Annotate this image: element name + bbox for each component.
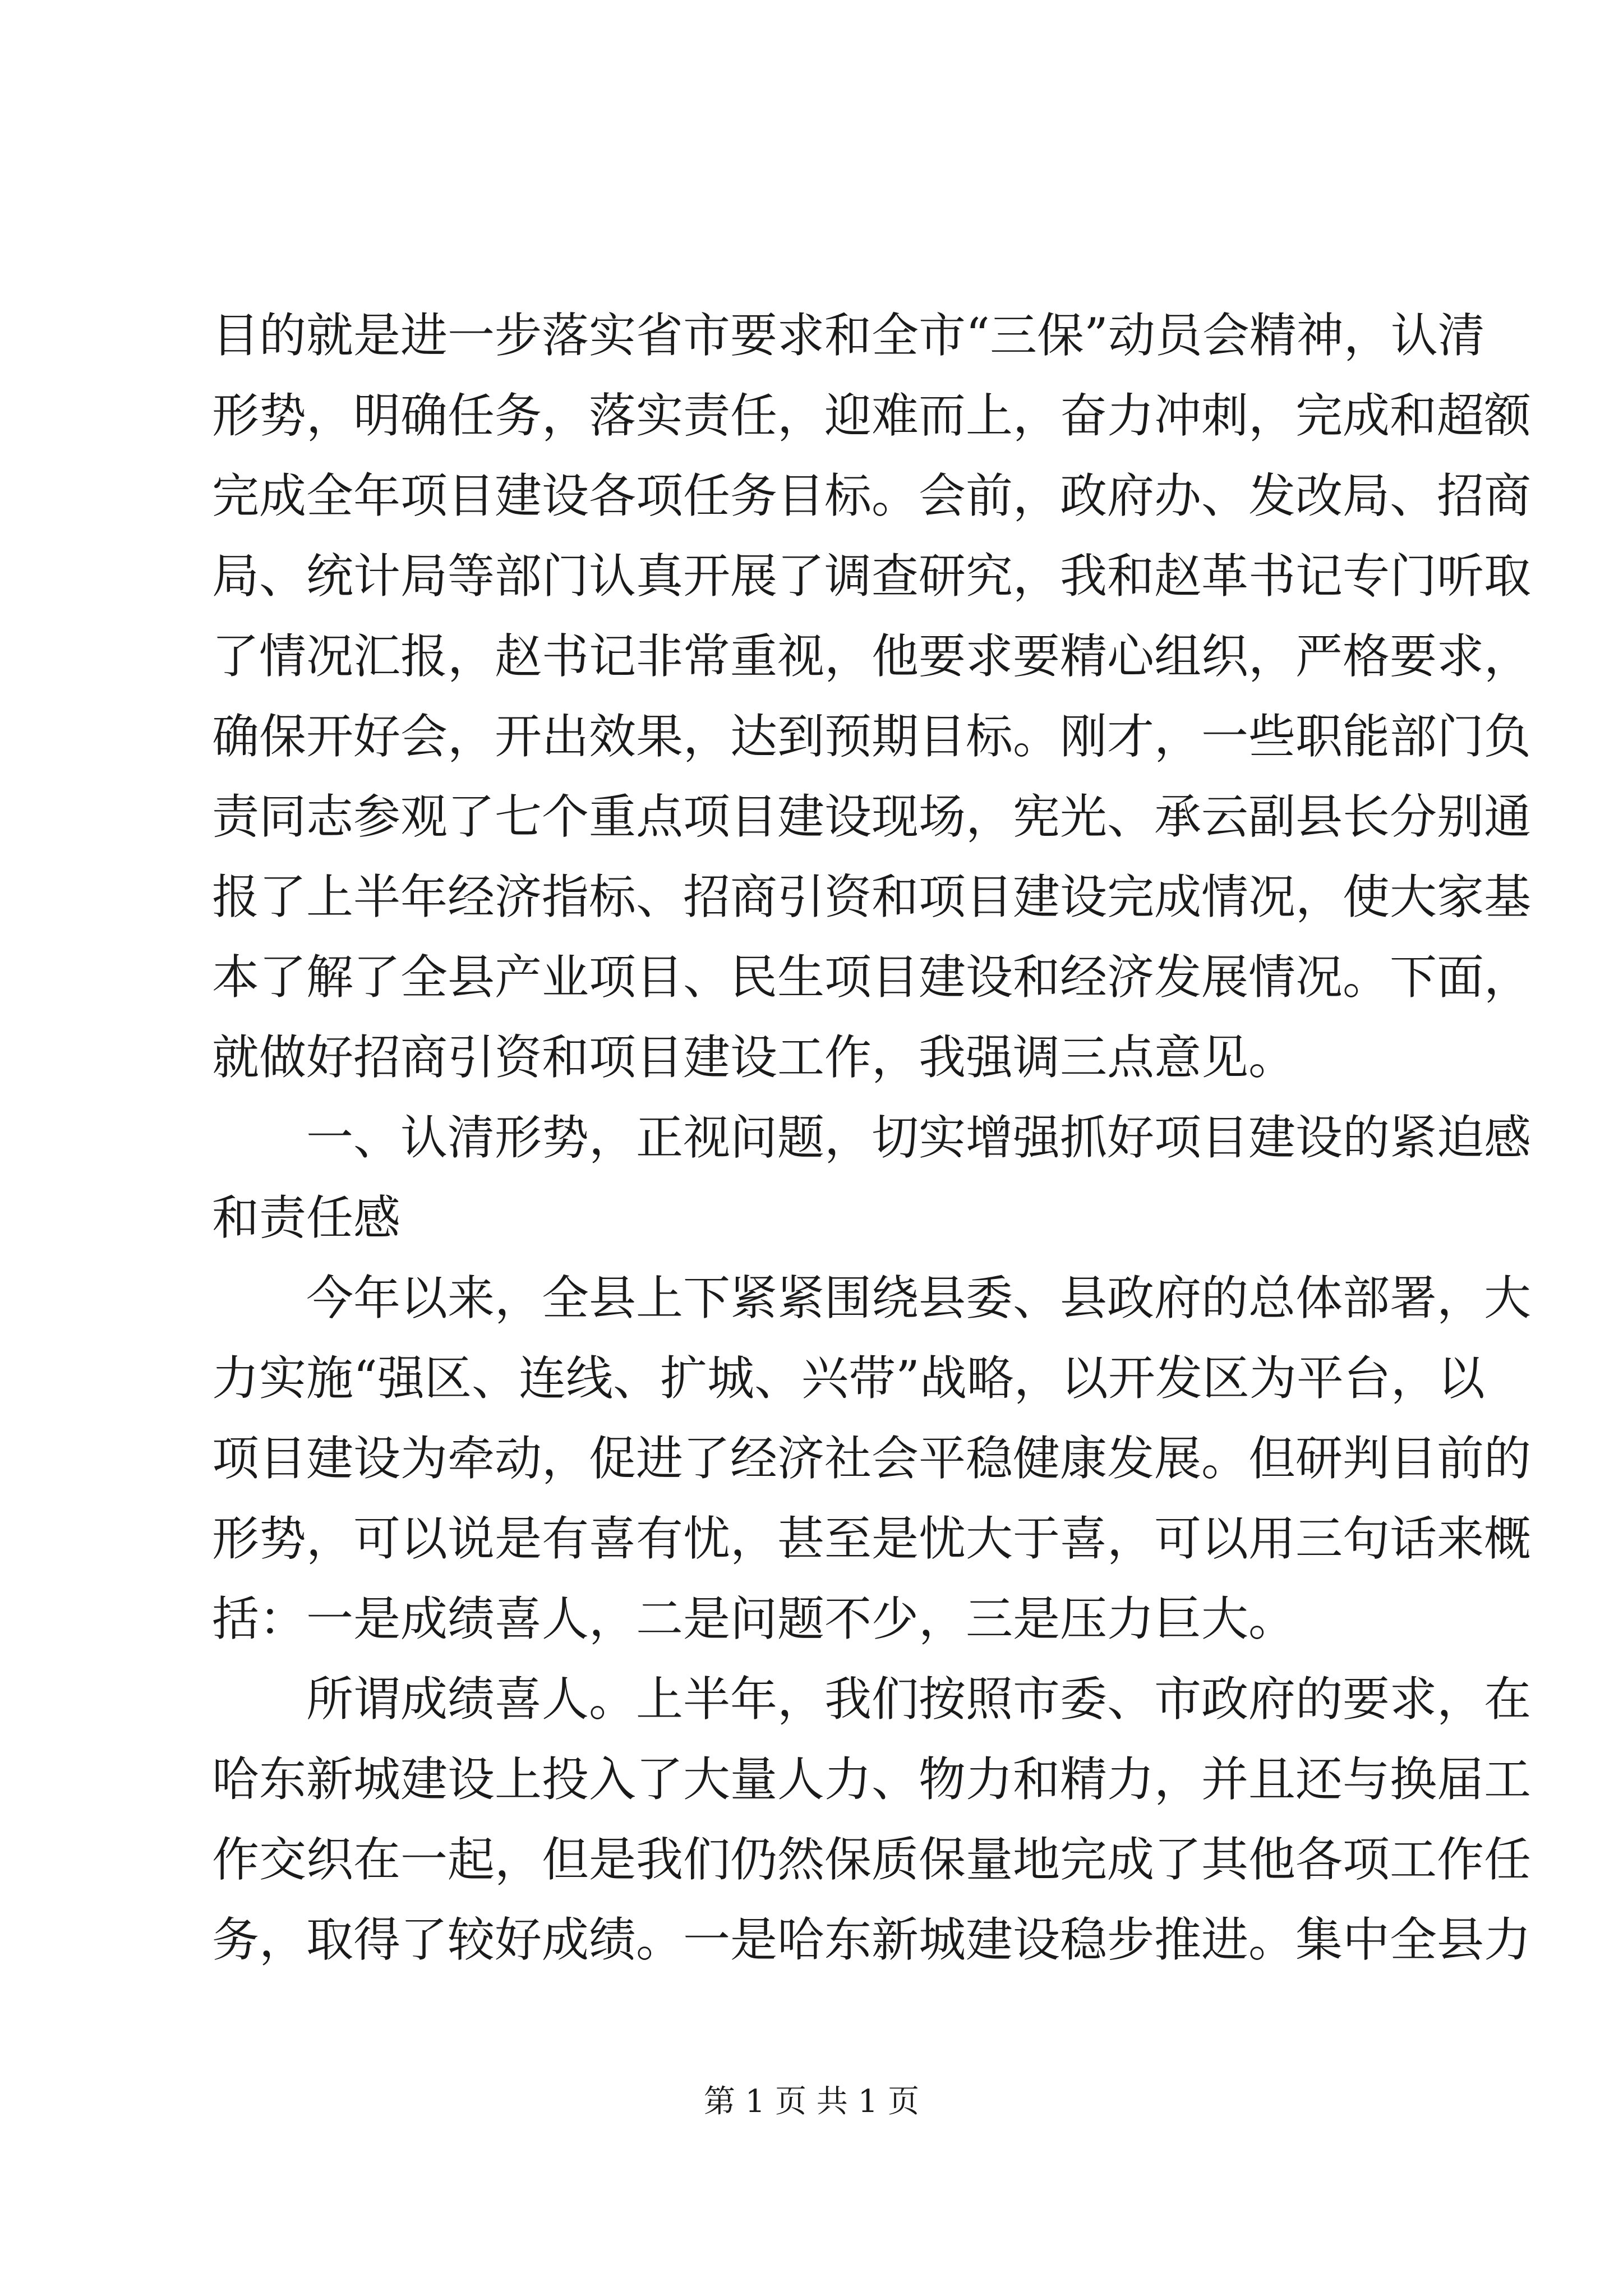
paragraph-line: 形势，可以说是有喜有忧，甚至是忧大于喜，可以用三句话来概 <box>212 1511 1532 1566</box>
page-footer: 第 1 页 共 1 页 <box>703 2083 920 2120</box>
paragraph-line: 项目建设为牵动，促进了经济社会平稳健康发展。但研判目前的 <box>212 1431 1532 1486</box>
section-heading-line: 一、认清形势，正视问题，切实增强抓好项目建设的紧迫感 <box>306 1110 1532 1165</box>
paragraph-line: 局、统计局等部门认真开展了调查研究，我和赵革书记专门听取 <box>212 549 1532 604</box>
paragraph-line: 括：一是成绩喜人，二是问题不少，三是压力巨大。 <box>212 1591 1296 1646</box>
paragraph-line: 完成全年项目建设各项任务目标。会前，政府办、发改局、招商 <box>212 468 1532 523</box>
paragraph-line: 本了解了全县产业项目、民生项目建设和经济发展情况。下面， <box>212 950 1532 1005</box>
section-heading-line: 和责任感 <box>212 1190 401 1245</box>
paragraph-line: 所谓成绩喜人。上半年，我们按照市委、市政府的要求，在 <box>306 1672 1532 1727</box>
paragraph-line: 目的就是进一步落实省市要求和全市“三保”动员会精神，认清 <box>212 308 1485 363</box>
paragraph-line: 作交织在一起，但是我们仍然保质保量地完成了其他各项工作任 <box>212 1832 1532 1887</box>
paragraph-line: 力实施“强区、连线、扩城、兴带”战略，以开发区为平台，以 <box>212 1351 1485 1406</box>
paragraph-line: 报了上半年经济指标、招商引资和项目建设完成情况，使大家基 <box>212 869 1532 924</box>
paragraph-line: 哈东新城建设上投入了大量人力、物力和精力，并且还与换届工 <box>212 1752 1532 1807</box>
paragraph-line: 形势，明确任务，落实责任，迎难而上，奋力冲刺，完成和超额 <box>212 388 1532 443</box>
paragraph-line: 确保开好会，开出效果，达到预期目标。刚才，一些职能部门负 <box>212 709 1532 764</box>
paragraph-line: 就做好招商引资和项目建设工作，我强调三点意见。 <box>212 1030 1296 1085</box>
paragraph-line: 责同志参观了七个重点项目建设现场，宪光、承云副县长分别通 <box>212 789 1532 844</box>
paragraph-line: 务，取得了较好成绩。一是哈东新城建设稳步推进。集中全县力 <box>212 1912 1532 1967</box>
paragraph-line: 了情况汇报，赵书记非常重视，他要求要精心组织，严格要求， <box>212 629 1532 684</box>
paragraph-line: 今年以来，全县上下紧紧围绕县委、县政府的总体部署，大 <box>306 1271 1532 1326</box>
